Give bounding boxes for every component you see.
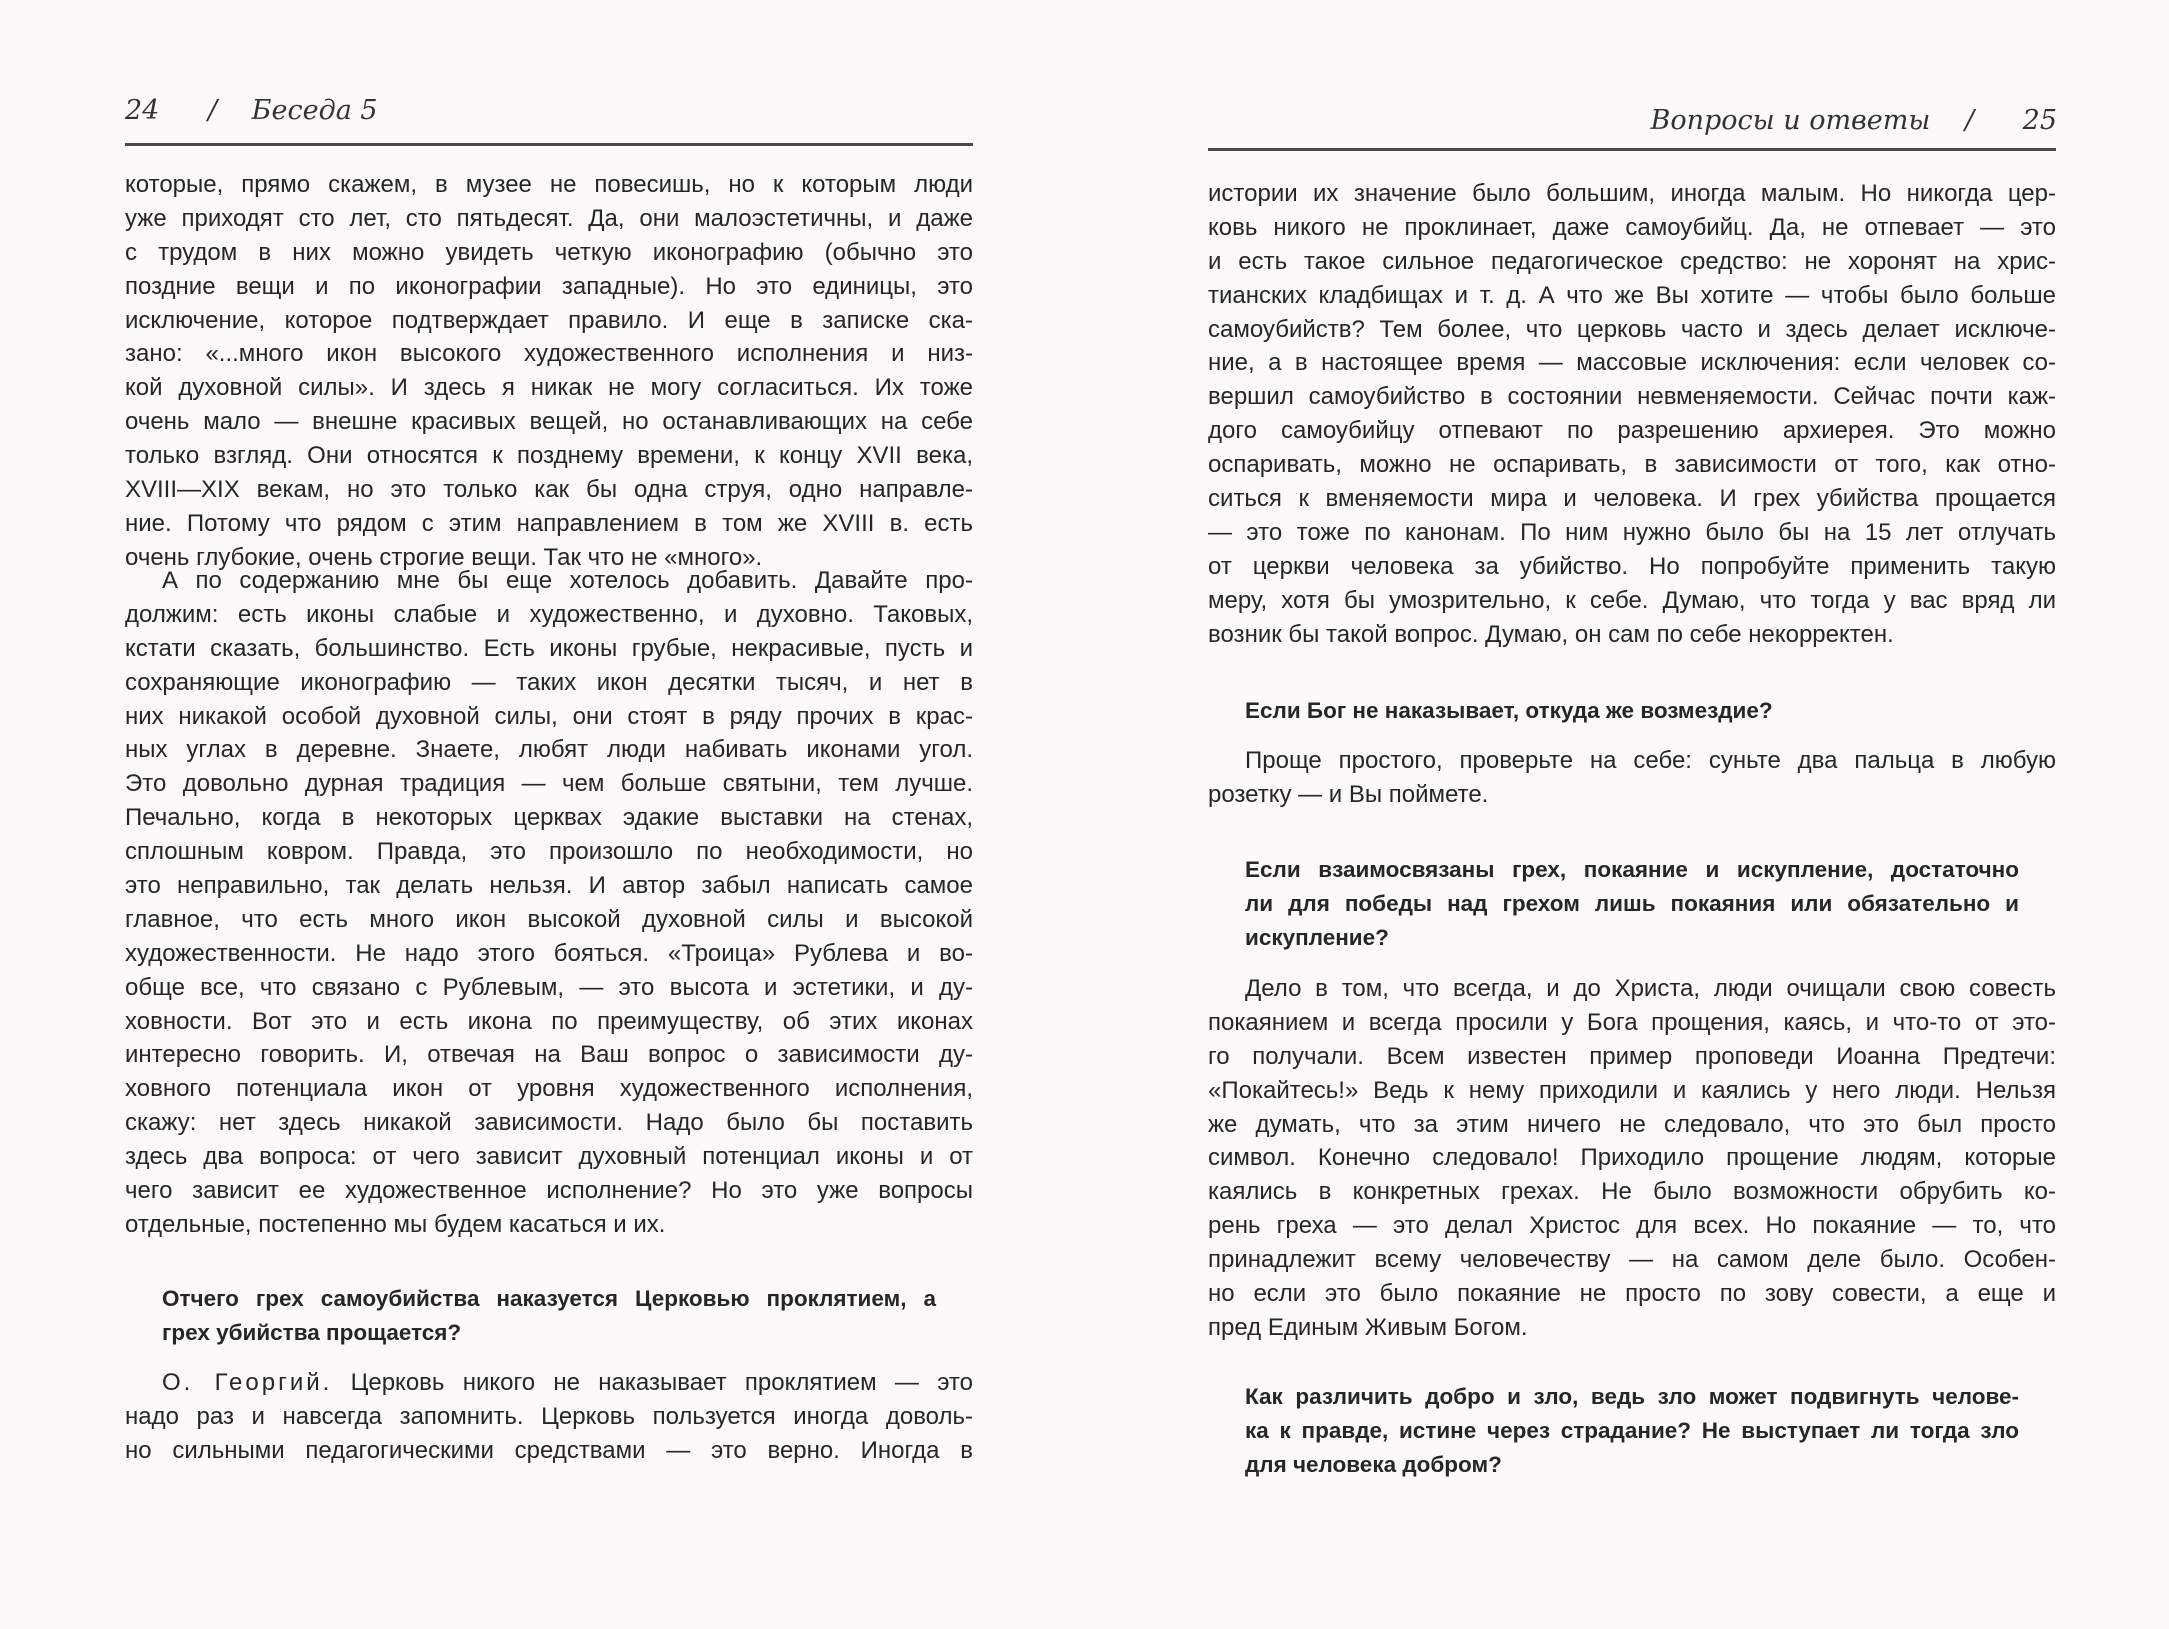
header-rule (125, 143, 973, 146)
text-line: кой духовной силы». И здесь я никак не могу согласиться. Их тоже (125, 374, 973, 402)
speaker-name: О. Георгий. (162, 1369, 333, 1396)
right-page-header (1651, 105, 2058, 136)
text-line: ковь никого не проклинает, даже самоубийц. Да, не отпевает — это (1208, 213, 2056, 241)
text-line: кстати сказать, большинство. Есть иконы грубые, некрасивые, пусть и (125, 634, 973, 662)
text-line: должим: есть иконы слабые и художественно, и духовно. Таковых, (125, 600, 973, 628)
text-line: уже приходят сто лет, сто пятьдесят. Да, они малоэстетичны, и даже (125, 204, 973, 232)
text-line: тианских кладбищах и т. д. А что же Вы хотите — чтобы было больше (1208, 281, 2056, 309)
page-number: 24 (125, 95, 160, 126)
text-line: но если это было покаяние не просто по зову совести, а еще и (1208, 1280, 2056, 1308)
paragraph (1208, 972, 2056, 1345)
header-rule (1208, 148, 2056, 151)
text-line: го получали. Всем известен пример проповеди Иоанна Предтечи: (1208, 1042, 2056, 1070)
text-line: ние, а в настоящее время — массовые исключения: если человек со- (1208, 349, 2056, 377)
running-title: Беседа 5 (251, 95, 378, 126)
text-line: от церкви человека за убийство. Но попробуйте применить такую (1208, 552, 2056, 580)
text-line: и есть такое сильное педагогическое средство: не хоронят на хрис- (1208, 247, 2056, 275)
text-line: ка к правде, истине через страдание? Не выступает ли тогда зло (1245, 1417, 2019, 1443)
question-heading (1245, 694, 2019, 728)
running-title: Вопросы и ответы (1650, 105, 1931, 136)
text-line: которые, прямо скажем, в музее не повесишь, но к которым люди (125, 171, 973, 198)
question-heading (162, 1282, 936, 1350)
text-line: принадлежит всему человечеству — на самом деле было. Особен- (1208, 1246, 2056, 1274)
text-line: но сильными педагогическими средствами — это верно. Иногда в (125, 1436, 973, 1464)
text-line: поздние вещи и по иконографии западные). Но это единицы, это (125, 272, 973, 300)
text-line: А по содержанию мне бы еще хотелось добавить. Давайте про- (162, 567, 973, 594)
paragraph (125, 564, 973, 1242)
text-line: здесь два вопроса: от чего зависит духовный потенциал иконы и от (125, 1143, 973, 1171)
text-line: Отчего грех самоубийства наказуется Церковью проклятием, а (162, 1286, 936, 1311)
paragraph (1208, 177, 2056, 651)
text-line: зано: «...много икон высокого художественного исполнения и низ- (125, 340, 973, 368)
text-line: исключение, которое подтверждает правило. И еще в записке ска- (125, 306, 973, 334)
text-line (125, 1366, 973, 1400)
text-line: — это тоже по канонам. По ним нужно было бы на 15 лет отлучать (1208, 518, 2056, 546)
text-line: художественности. Не надо этого бояться. «Троица» Рублева и во- (125, 939, 973, 967)
text-line: очень мало — внешне красивых вещей, но останавливающих на себе (125, 408, 973, 436)
text-line: грех убийства прощается? (162, 1319, 462, 1345)
text-line: символ. Конечно следовало! Приходило прощение людям, которые (1208, 1144, 2056, 1172)
text-line: отдельные, постепенно мы будем касаться и их. (125, 1210, 666, 1238)
text-line: Как различить добро и зло, ведь зло может подвигнуть челове- (1245, 1384, 2019, 1409)
text-line: искупление? (1245, 924, 1389, 950)
page-number: 25 (2022, 105, 2057, 136)
paragraph (125, 168, 973, 575)
text-line: для человека добром? (1245, 1451, 1502, 1477)
text-line: с трудом в них можно увидеть четкую иконографию (обычно это (125, 238, 973, 266)
question-heading (1245, 1380, 2019, 1482)
text-line: дого самоубийцу отпевают по разрешению архиерея. Это можно (1208, 417, 2056, 445)
text-line: рень греха — это делал Христос для всех. Но покаяние — то, что (1208, 1212, 2056, 1240)
text-line: меру, хотя бы умозрительно, к себе. Думаю, что тогда у вас вряд ли (1208, 586, 2056, 614)
text-line: главное, что есть много икон высокой духовной силы и высокой (125, 905, 973, 933)
text-line: ных углах в деревне. Знаете, любят люди набивать иконами угол. (125, 736, 973, 764)
text-line: них никакой особой духовной силы, они стоят в ряду прочих в крас- (125, 702, 973, 730)
text-line: сплошным ковром. Правда, это произошло по необходимости, но (125, 838, 973, 866)
text-line: ховности. Вот это и есть икона по преимуществу, об этих иконах (125, 1007, 973, 1035)
text-line: очень глубокие, очень строгие вещи. Так что не «много». (125, 543, 763, 571)
text-line: оспаривать, можно не оспаривать, в зависимости от того, как отно- (1208, 451, 2056, 479)
text-line: Если Бог не наказывает, откуда же возмездие? (1245, 698, 1773, 723)
text-line: надо раз и навсегда запомнить. Церковь пользуется иногда доволь- (125, 1402, 973, 1430)
text-line: розетку — и Вы поймете. (1208, 780, 1489, 808)
text-line: Проще простого, проверьте на себе: суньте два пальца в любую (1245, 747, 2056, 774)
text-line: обще все, что связано с Рублевым, — это высота и эстетики, и ду- (125, 973, 973, 1001)
text-line: Если взаимосвязаны грех, покаяние и искупление, достаточно (1245, 857, 2019, 882)
text-line: чего зависит ее художественное исполнение? Но это уже вопросы (125, 1177, 973, 1205)
text-line: возник бы такой вопрос. Думаю, он сам по себе некорректен. (1208, 620, 1894, 648)
text-line: XVIII—XIX векам, но это только как бы одна струя, одно направле- (125, 476, 973, 504)
text-line: ситься к вменяемости мира и человека. И грех убийства прощается (1208, 485, 2056, 513)
text-line: интересно говорить. И, отвечая на Ваш вопрос о зависимости ду- (125, 1041, 973, 1069)
paragraph (1208, 744, 2056, 812)
text-line: самоубийств? Тем более, что церковь часто и здесь делает исключе- (1208, 315, 2056, 343)
header-separator: / (1964, 105, 1975, 136)
text-line: это неправильно, так делать нельзя. И автор забыл написать самое (125, 872, 973, 900)
left-page-header (125, 95, 378, 126)
text-line: вершил самоубийство в состоянии невменяемости. Сейчас почти каж- (1208, 383, 2056, 411)
text-line: «Покайтесь!» Ведь к нему приходили и каялись у него люди. Нельзя (1208, 1076, 2056, 1104)
question-heading (1245, 853, 2019, 955)
text-line: пред Единым Живым Богом. (1208, 1313, 1528, 1341)
text-line: истории их значение было большим, иногда малым. Но никогда цер- (1208, 180, 2056, 207)
text-line: ховного потенциала икон от уровня художественного исполнения, (125, 1075, 973, 1103)
text-line: Печально, когда в некоторых церквах эдакие выставки на стенах, (125, 804, 973, 832)
text-line: ние. Потому что рядом с этим направлением в том же XVIII в. есть (125, 509, 973, 537)
text-line: Дело в том, что всегда, и до Христа, люди очищали свою совесть (1245, 975, 2056, 1002)
paragraph (125, 1366, 973, 1468)
line-text: Церковь никого не наказывает проклятием — это (332, 1369, 974, 1396)
header-separator: / (207, 95, 218, 126)
text-line: каялись в конкретных грехах. Не было возможности обрубить ко- (1208, 1178, 2056, 1206)
text-line: только взгляд. Они относятся к позднему времени, к концу XVII века, (125, 442, 973, 470)
text-line: ли для победы над грехом лишь покаяния или обязательно и (1245, 890, 2019, 916)
text-line: покаянием и всегда просили у Бога прощения, каясь, и что-то от это- (1208, 1008, 2056, 1036)
text-line: Это довольно дурная традиция — чем больше святыни, тем лучше. (125, 770, 973, 798)
text-line: же думать, что за этим ничего не следовало, что это был просто (1208, 1110, 2056, 1138)
text-line: сохраняющие иконографию — таких икон десятки тысяч, и нет в (125, 668, 973, 696)
text-line: скажу: нет здесь никакой зависимости. Надо было бы поставить (125, 1109, 973, 1137)
